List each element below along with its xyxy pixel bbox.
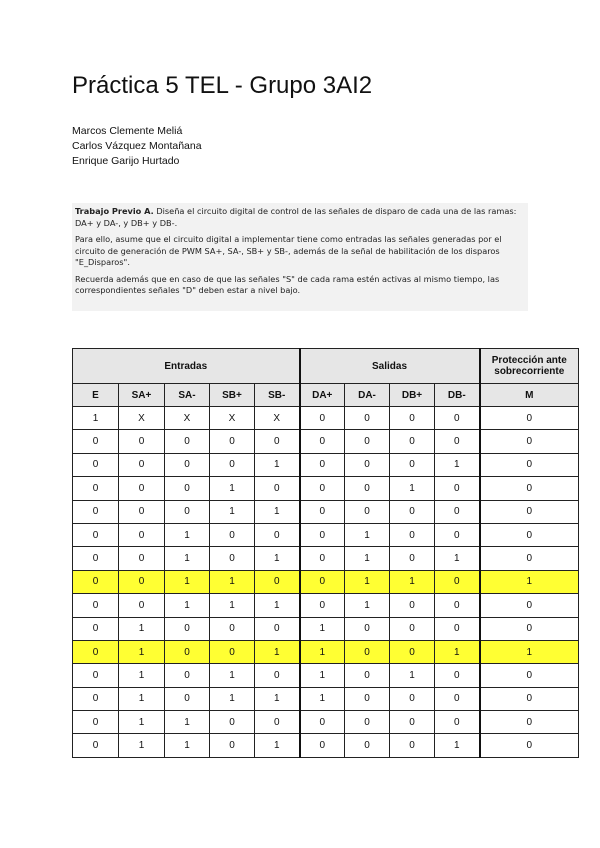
table-cell: 0 [435, 570, 480, 593]
table-cell: 0 [390, 430, 435, 453]
table-cell: 0 [435, 594, 480, 617]
table-cell: 1 [119, 664, 165, 687]
group-header-inputs: Entradas [73, 349, 300, 384]
table-cell: 0 [300, 734, 345, 757]
truth-table-body [73, 407, 579, 758]
table-row [73, 664, 579, 687]
table-cell: 0 [435, 523, 480, 546]
truth-table [72, 348, 579, 758]
table-cell: 0 [255, 711, 300, 734]
table-cell: 0 [300, 547, 345, 570]
table-cell: 0 [390, 617, 435, 640]
table-cell: 0 [435, 500, 480, 523]
table-cell: 0 [210, 640, 255, 663]
table-cell: 0 [390, 407, 435, 430]
table-cell: 1 [210, 687, 255, 710]
column-header-row [73, 384, 579, 407]
table-cell: 0 [300, 453, 345, 476]
task-paragraph-2: Para ello, asume que el circuito digital a implementar tiene como entradas las señales generadas por el circuito de generación de PWM SA+, SA-, SB+ y SB-, además de la señal de habilitación de los disparos "E_Disparos". [75, 234, 502, 267]
table-cell: 0 [390, 547, 435, 570]
column-header: DA+ [300, 384, 345, 407]
table-cell: 0 [165, 687, 210, 710]
table-cell: 0 [345, 477, 390, 500]
table-cell: 1 [119, 640, 165, 663]
table-cell: 1 [119, 711, 165, 734]
table-cell: 1 [255, 594, 300, 617]
table-cell: 0 [435, 477, 480, 500]
table-cell: 0 [210, 617, 255, 640]
table-cell: 1 [435, 734, 480, 757]
table-cell: 1 [255, 640, 300, 663]
table-cell: 0 [300, 500, 345, 523]
table-cell: 0 [255, 477, 300, 500]
table-cell: 0 [165, 430, 210, 453]
table-cell: 1 [435, 640, 480, 663]
table-cell: 0 [210, 523, 255, 546]
table-cell: 1 [345, 523, 390, 546]
table-cell: 1 [119, 734, 165, 757]
table-cell: 0 [390, 687, 435, 710]
table-row [73, 734, 579, 757]
table-cell: 1 [165, 570, 210, 593]
table-cell: 0 [345, 664, 390, 687]
task-paragraph-1 [75, 206, 525, 229]
table-cell: 0 [390, 523, 435, 546]
table-cell: 0 [73, 547, 119, 570]
table-cell: 0 [345, 407, 390, 430]
page-title: Práctica 5 TEL - Grupo 3AI2 [72, 72, 373, 99]
table-cell: 0 [73, 617, 119, 640]
table-cell: 0 [210, 734, 255, 757]
table-cell: 0 [480, 547, 579, 570]
table-cell: 1 [435, 453, 480, 476]
table-cell: 1 [255, 500, 300, 523]
table-cell: 0 [73, 570, 119, 593]
table-cell: 0 [255, 430, 300, 453]
table-row [73, 453, 579, 476]
table-cell: 1 [345, 594, 390, 617]
table-cell: 1 [210, 477, 255, 500]
table-cell: 1 [390, 477, 435, 500]
table-cell: 0 [480, 453, 579, 476]
table-row [73, 570, 579, 593]
table-cell: 0 [255, 523, 300, 546]
table-cell: 0 [119, 477, 165, 500]
table-cell: 1 [73, 407, 119, 430]
table-cell: 1 [165, 734, 210, 757]
table-cell: 0 [435, 711, 480, 734]
table-cell: 0 [119, 430, 165, 453]
table-cell: 0 [210, 547, 255, 570]
table-cell: 1 [210, 664, 255, 687]
task-label: Trabajo Previo A. [75, 206, 154, 216]
table-cell: 0 [480, 664, 579, 687]
table-cell: 0 [73, 500, 119, 523]
table-row [73, 687, 579, 710]
table-cell: 0 [435, 664, 480, 687]
table-cell: 0 [73, 430, 119, 453]
task-text: Diseña el circuito digital de control de las señales de disparo de cada una de las ramas: DA+ y DA-, y DB+ y DB-. [75, 206, 517, 228]
author-name: Carlos Vázquez Montañana [72, 140, 202, 152]
table-cell: 1 [255, 687, 300, 710]
table-cell: 0 [73, 477, 119, 500]
author-name: Marcos Clemente Meliá [72, 125, 183, 137]
table-cell: 0 [480, 711, 579, 734]
table-cell: 0 [300, 523, 345, 546]
table-cell: 1 [480, 640, 579, 663]
table-cell: 0 [210, 453, 255, 476]
table-cell: 0 [480, 500, 579, 523]
table-cell: 0 [480, 430, 579, 453]
table-cell: 1 [300, 664, 345, 687]
column-header: SB- [255, 384, 300, 407]
table-cell: 0 [345, 430, 390, 453]
table-cell: 0 [300, 430, 345, 453]
table-cell: 0 [435, 430, 480, 453]
table-cell: 0 [119, 547, 165, 570]
table-cell: 0 [165, 640, 210, 663]
table-cell: 1 [165, 523, 210, 546]
table-cell: 1 [300, 687, 345, 710]
table-cell: 1 [119, 687, 165, 710]
table-cell: 0 [73, 734, 119, 757]
table-cell: 0 [345, 500, 390, 523]
table-cell: 0 [480, 687, 579, 710]
table-cell: 0 [390, 500, 435, 523]
column-header: DB+ [390, 384, 435, 407]
table-cell: 0 [345, 734, 390, 757]
group-header-outputs: Salidas [300, 349, 480, 384]
table-cell: X [165, 407, 210, 430]
table-row [73, 640, 579, 663]
table-cell: 0 [345, 640, 390, 663]
group-header-protection: Protección ante sobrecorriente [480, 349, 579, 384]
column-header: M [480, 384, 579, 407]
table-cell: 1 [210, 594, 255, 617]
table-cell: 1 [345, 547, 390, 570]
table-cell: 1 [435, 547, 480, 570]
table-cell: X [255, 407, 300, 430]
table-cell: 1 [345, 570, 390, 593]
table-cell: 1 [210, 570, 255, 593]
table-cell: 0 [165, 477, 210, 500]
table-cell: 0 [390, 453, 435, 476]
table-cell: 0 [390, 594, 435, 617]
task-paragraph-3: Recuerda además que en caso de que las señales "S" de cada rama estén activas al mismo tiempo, las correspondientes señales "D" deben estar a nivel bajo. [75, 273, 500, 295]
table-cell: 0 [210, 430, 255, 453]
table-row [73, 711, 579, 734]
table-row [73, 617, 579, 640]
table-cell: 0 [345, 453, 390, 476]
table-row [73, 500, 579, 523]
table-cell: 0 [73, 523, 119, 546]
column-header: E [73, 384, 119, 407]
column-header: DB- [435, 384, 480, 407]
table-cell: 0 [210, 711, 255, 734]
table-cell: 0 [165, 617, 210, 640]
table-cell: 0 [345, 711, 390, 734]
table-cell: 0 [390, 711, 435, 734]
table-cell: 0 [480, 477, 579, 500]
table-cell: 0 [435, 687, 480, 710]
table-cell: 0 [165, 500, 210, 523]
table-row [73, 407, 579, 430]
table-cell: 0 [345, 687, 390, 710]
table-cell: 1 [390, 664, 435, 687]
table-cell: 0 [73, 687, 119, 710]
table-cell: 0 [300, 477, 345, 500]
table-row [73, 594, 579, 617]
table-cell: 1 [300, 640, 345, 663]
column-header: SB+ [210, 384, 255, 407]
table-cell: 1 [300, 617, 345, 640]
table-cell: 0 [300, 711, 345, 734]
author-name: Enrique Garijo Hurtado [72, 155, 180, 167]
table-cell: 0 [255, 664, 300, 687]
table-row [73, 430, 579, 453]
table-cell: 0 [255, 617, 300, 640]
table-cell: 0 [480, 734, 579, 757]
table-cell: 1 [165, 547, 210, 570]
table-cell: 0 [345, 617, 390, 640]
table-cell: 0 [119, 523, 165, 546]
column-header: SA- [165, 384, 210, 407]
table-cell: 1 [255, 734, 300, 757]
table-cell: 0 [73, 664, 119, 687]
table-cell: 0 [73, 594, 119, 617]
table-cell: 0 [435, 407, 480, 430]
table-cell: 0 [390, 734, 435, 757]
table-cell: 0 [435, 617, 480, 640]
table-cell: 1 [480, 570, 579, 593]
table-cell: X [210, 407, 255, 430]
table-cell: 0 [480, 617, 579, 640]
table-cell: 0 [119, 594, 165, 617]
table-row [73, 523, 579, 546]
table-cell: 0 [119, 453, 165, 476]
table-cell: 1 [165, 594, 210, 617]
table-cell: 0 [390, 640, 435, 663]
table-row [73, 477, 579, 500]
authors-list [72, 124, 202, 169]
table-cell: 1 [255, 547, 300, 570]
table-cell: 0 [73, 453, 119, 476]
table-cell: 0 [255, 570, 300, 593]
table-cell: 0 [119, 570, 165, 593]
table-cell: 0 [300, 594, 345, 617]
table-cell: 0 [300, 570, 345, 593]
column-header: SA+ [119, 384, 165, 407]
column-header: DA- [345, 384, 390, 407]
table-cell: 0 [73, 640, 119, 663]
table-cell: 0 [165, 664, 210, 687]
table-cell: X [119, 407, 165, 430]
table-cell: 0 [480, 407, 579, 430]
table-cell: 0 [480, 523, 579, 546]
table-cell: 0 [480, 594, 579, 617]
table-cell: 1 [165, 711, 210, 734]
table-cell: 1 [119, 617, 165, 640]
table-cell: 1 [390, 570, 435, 593]
table-cell: 0 [119, 500, 165, 523]
table-cell: 0 [300, 407, 345, 430]
task-description [72, 203, 528, 311]
table-cell: 1 [210, 500, 255, 523]
table-cell: 0 [73, 711, 119, 734]
table-row [73, 547, 579, 570]
table-cell: 0 [165, 453, 210, 476]
table-cell: 1 [255, 453, 300, 476]
